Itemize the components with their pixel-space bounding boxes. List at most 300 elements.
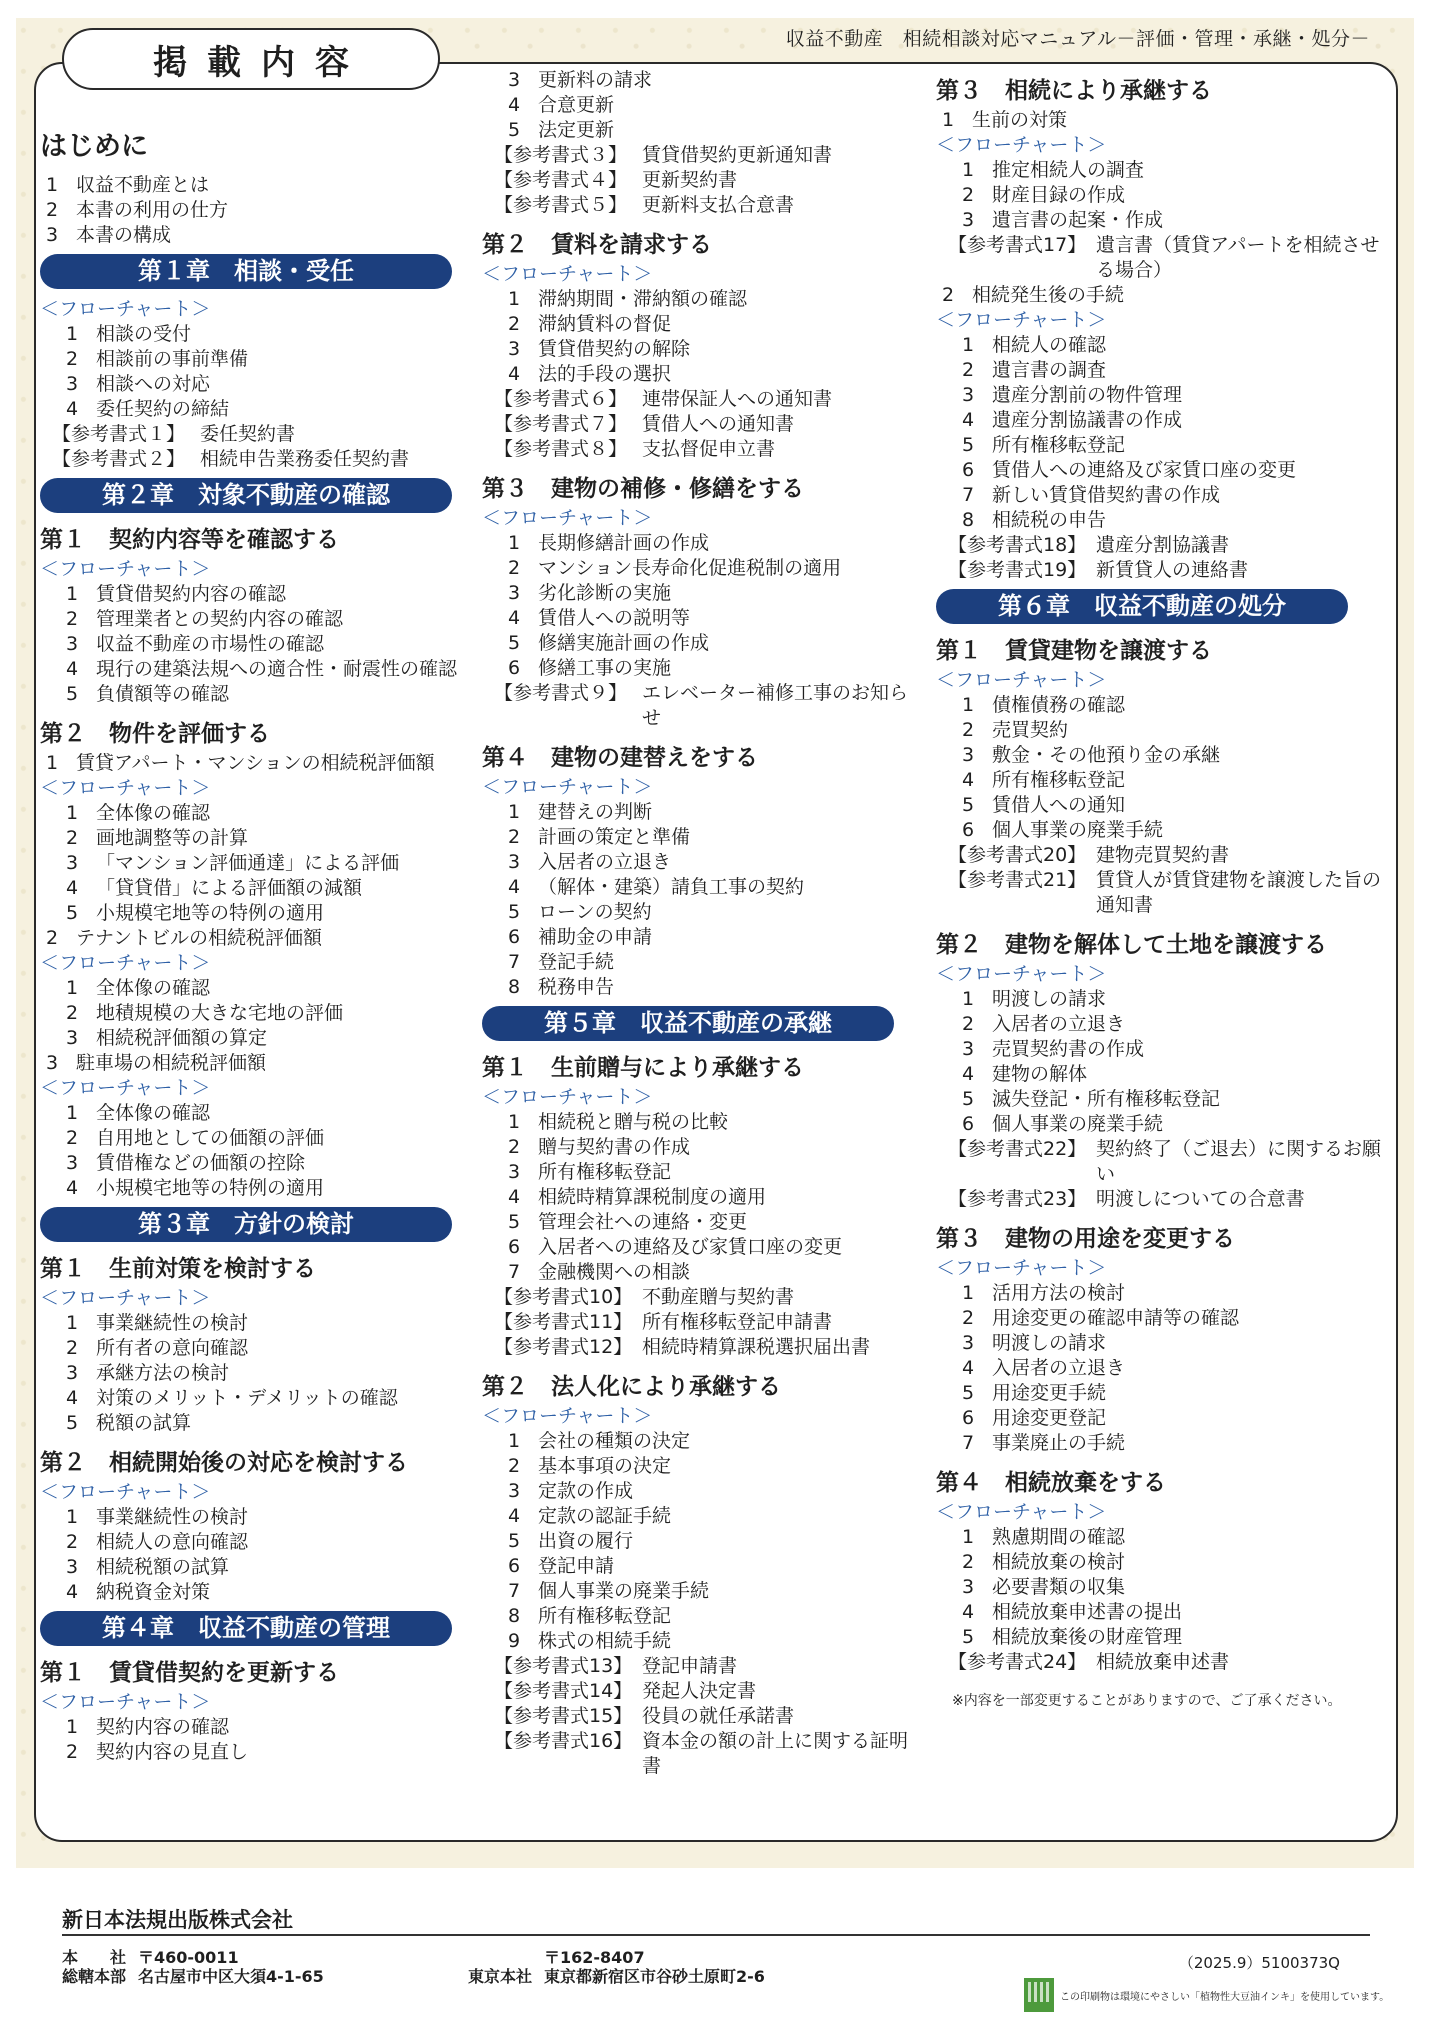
item-text: 賃貸アパート・マンションの相続税評価額 [76, 752, 435, 774]
toc-item [40, 632, 460, 657]
item-text: 明渡しの請求 [992, 988, 1107, 1010]
toc-item [936, 768, 1386, 793]
toc-item [482, 118, 922, 143]
item-text: 全体像の確認 [96, 1102, 211, 1124]
item-text: 管理会社への連絡・変更 [538, 1211, 748, 1233]
reference-form [936, 1650, 1386, 1675]
item-number: 2 [508, 1455, 521, 1477]
toc-item [936, 818, 1386, 843]
toc-item [40, 1126, 460, 1151]
toc-item [40, 322, 460, 347]
form-title: 新賃貸人の連絡書 [1096, 559, 1249, 581]
item-number: 1 [962, 159, 975, 181]
item-number: 4 [508, 876, 521, 898]
reference-form [40, 422, 460, 447]
item-number: 3 [962, 1038, 975, 1060]
toc-item [482, 68, 922, 93]
chapter-banner: 第６章 収益不動産の処分 [936, 589, 1348, 624]
item-text: 相続人の意向確認 [96, 1531, 249, 1553]
reference-form [482, 1335, 922, 1360]
item-number: 4 [66, 877, 79, 899]
toc-item [482, 656, 922, 681]
item-number: 5 [508, 632, 521, 654]
tokyo-zip: 〒162-8407 [544, 1948, 645, 1967]
flowchart-label: ＜フローチャート＞ [40, 1287, 211, 1309]
toc-item [40, 901, 460, 926]
item-number: 3 [46, 1052, 59, 1074]
toc-item [482, 606, 922, 631]
toc-item [482, 1504, 922, 1529]
hq-label-2: 総轄本部 [62, 1967, 127, 1986]
eco-notice [1024, 1978, 1389, 2012]
item-text: 入居者の立退き [538, 851, 672, 873]
toc-item [936, 693, 1386, 718]
item-number: 2 [508, 826, 521, 848]
item-number: 4 [508, 363, 521, 385]
item-text: 相続税額の試算 [96, 1556, 230, 1578]
item-text: 賃貸借契約内容の確認 [96, 583, 287, 605]
form-title: 不動産贈与契約書 [642, 1286, 795, 1308]
item-number: 3 [66, 633, 79, 655]
toc-item [40, 582, 460, 607]
form-label: 【参考書式11】 [494, 1311, 633, 1333]
item-text: 修繕実施計画の作成 [538, 632, 710, 654]
form-title: 発起人決定書 [642, 1680, 757, 1702]
item-text: 相続税と贈与税の比較 [538, 1111, 729, 1133]
item-text: 現行の建築法規への適合性・耐震性の確認 [96, 658, 458, 680]
toc-item [482, 1429, 922, 1454]
item-text: 「マンション評価通達」による評価 [96, 852, 400, 874]
item-number: 1 [46, 752, 59, 774]
item-text: 推定相続人の調査 [992, 159, 1145, 181]
item-text: 明渡しの請求 [992, 1332, 1107, 1354]
toc-item [40, 223, 460, 248]
toc-item [936, 1037, 1386, 1062]
item-text: 相談前の事前準備 [96, 348, 249, 370]
item-text: 登記手続 [538, 951, 615, 973]
item-number: 3 [66, 373, 79, 395]
toc-item [40, 1411, 460, 1436]
item-number: 3 [962, 209, 975, 231]
toc-item [40, 1386, 460, 1411]
item-number: 3 [508, 1480, 521, 1502]
hq-zip: 〒460-0011 [138, 1948, 239, 1967]
item-number: 4 [962, 1601, 975, 1623]
eco-text: この印刷物は環境にやさしい「植物性大豆油インキ」を使用しています。 [1060, 1991, 1390, 2003]
form-title: 契約終了（ご退去）に関するお願い [1096, 1138, 1382, 1185]
footer-divider [62, 1934, 1370, 1936]
item-number: 1 [66, 977, 79, 999]
section-heading: 第２ 法人化により承継する [482, 1374, 781, 1400]
form-title: 資本金の額の計上に関する証明書 [642, 1730, 909, 1777]
item-text: 補助金の申請 [538, 926, 653, 948]
toc-item [936, 283, 1386, 308]
reference-form [482, 1679, 922, 1704]
item-text: 計画の策定と準備 [538, 826, 691, 848]
form-title: 更新料支払合意書 [642, 194, 795, 216]
item-number: 7 [508, 1580, 521, 1602]
form-label: 【参考書式13】 [494, 1655, 633, 1677]
toc-item [40, 1555, 460, 1580]
item-text: 贈与契約書の作成 [538, 1136, 691, 1158]
form-label: 【参考書式６】 [494, 388, 628, 410]
flowchart-label: ＜フローチャート＞ [482, 1405, 653, 1427]
item-text: 納税資金対策 [96, 1581, 211, 1603]
item-text: 個人事業の廃業手続 [992, 1113, 1164, 1135]
item-number: 2 [508, 1136, 521, 1158]
item-text: 個人事業の廃業手続 [538, 1580, 710, 1602]
item-text: 税務申告 [538, 976, 615, 998]
toc-item [936, 358, 1386, 383]
toc-item [482, 1210, 922, 1235]
item-text: 相続税評価額の算定 [96, 1027, 268, 1049]
item-text: 入居者の立退き [992, 1357, 1126, 1379]
notice-text: ※内容を一部変更することがありますので、ご了承ください。 [952, 1693, 1342, 1709]
item-number: 2 [962, 719, 975, 741]
item-number: 1 [66, 802, 79, 824]
toc-item [936, 1062, 1386, 1087]
item-text: 用途変更登記 [992, 1407, 1107, 1429]
item-number: 5 [508, 119, 521, 141]
item-number: 2 [66, 1337, 79, 1359]
form-title: 相続申告業務委任契約書 [200, 448, 410, 470]
item-number: 1 [962, 334, 975, 356]
toc-item [482, 631, 922, 656]
toc-item [482, 531, 922, 556]
toc-item [936, 383, 1386, 408]
toc-item [40, 372, 460, 397]
item-text: 相続発生後の手続 [972, 284, 1125, 306]
item-number: 2 [962, 1551, 975, 1573]
form-title: 遺言書（賃貸アパートを相続させる場合） [1096, 234, 1380, 281]
item-text: 基本事項の決定 [538, 1455, 672, 1477]
item-text: 賃借人への説明等 [538, 607, 691, 629]
form-title: 委任契約書 [200, 423, 296, 445]
toc-item [40, 1176, 460, 1201]
item-text: 敷金・その他預り金の承継 [992, 744, 1221, 766]
flowchart-label: ＜フローチャート＞ [40, 952, 211, 974]
flowchart-label: ＜フローチャート＞ [482, 1086, 653, 1108]
item-number: 2 [962, 1307, 975, 1329]
item-number: 4 [962, 769, 975, 791]
item-number: 5 [962, 1382, 975, 1404]
item-text: 定款の認証手続 [538, 1505, 672, 1527]
item-text: ローンの契約 [538, 901, 652, 923]
item-number: 1 [66, 1312, 79, 1334]
reference-form [482, 1310, 922, 1335]
item-number: 3 [508, 851, 521, 873]
item-number: 4 [508, 607, 521, 629]
toc-item [936, 408, 1386, 433]
toc-item [482, 312, 922, 337]
form-title: 支払督促申立書 [642, 438, 776, 460]
item-number: 4 [962, 409, 975, 431]
toc-item [40, 1715, 460, 1740]
item-number: 2 [962, 359, 975, 381]
flowchart-label: ＜フローチャート＞ [936, 1501, 1107, 1523]
reference-form [482, 193, 922, 218]
chapter-banner: 第４章 収益不動産の管理 [40, 1611, 452, 1646]
intro-heading: はじめに [40, 131, 148, 162]
reference-form [936, 533, 1386, 558]
item-number: 3 [962, 1576, 975, 1598]
reference-form [936, 233, 1386, 283]
form-label: 【参考書式２】 [52, 448, 186, 470]
section-heading: 第２ 建物を解体して土地を譲渡する [936, 932, 1327, 958]
section-heading: 第１ 賃貸建物を譲渡する [936, 638, 1212, 664]
item-number: 2 [66, 1741, 79, 1763]
item-number: 3 [66, 852, 79, 874]
toc-item [936, 1525, 1386, 1550]
section-heading: 第３ 相続により承継する [936, 78, 1212, 104]
item-text: 相続人の確認 [992, 334, 1107, 356]
item-text: 画地調整等の計算 [96, 827, 249, 849]
item-number: 4 [66, 1387, 79, 1409]
toc-item [936, 108, 1386, 133]
item-number: 6 [508, 1236, 521, 1258]
item-text: 財産目録の作成 [992, 184, 1126, 206]
toc-item [482, 1554, 922, 1579]
reference-form [482, 387, 922, 412]
item-number: 1 [508, 532, 521, 554]
item-text: 契約内容の見直し [96, 1741, 249, 1763]
item-number: 3 [66, 1556, 79, 1578]
item-text: （解体・建築）請負工事の契約 [538, 876, 805, 898]
toc-item [936, 743, 1386, 768]
item-text: 出資の履行 [538, 1530, 634, 1552]
toc-item [936, 158, 1386, 183]
item-number: 3 [508, 69, 521, 91]
item-text: マンション長寿命化促進税制の適用 [538, 557, 842, 579]
toc-item [482, 1579, 922, 1604]
item-number: 6 [508, 1555, 521, 1577]
toc-item [482, 1235, 922, 1260]
reference-form [482, 1704, 922, 1729]
chapter-banner: 第３章 方針の検討 [40, 1207, 452, 1242]
form-label: 【参考書式18】 [948, 534, 1087, 556]
toc-item [482, 900, 922, 925]
item-text: 合意更新 [538, 94, 615, 116]
toc-item [936, 1112, 1386, 1137]
flowchart-label: ＜フローチャート＞ [40, 1077, 211, 1099]
item-text: 相続時精算課税制度の適用 [538, 1186, 767, 1208]
toc-item [40, 1361, 460, 1386]
toc-item [40, 1311, 460, 1336]
form-label: 【参考書式14】 [494, 1680, 633, 1702]
item-text: 賃借人への連絡及び家賃口座の変更 [992, 459, 1297, 481]
toc-item [40, 347, 460, 372]
toc-item [482, 287, 922, 312]
item-number: 4 [962, 1063, 975, 1085]
item-number: 3 [508, 582, 521, 604]
item-text: 駐車場の相続税評価額 [76, 1052, 267, 1074]
toc-item [482, 1479, 922, 1504]
toc-item [40, 1101, 460, 1126]
item-text: 全体像の確認 [96, 977, 211, 999]
item-text: 債権債務の確認 [992, 694, 1126, 716]
form-label: 【参考書式24】 [948, 1651, 1087, 1673]
item-text: 遺産分割前の物件管理 [992, 384, 1183, 406]
flowchart-label: ＜フローチャート＞ [40, 777, 211, 799]
toc-item [936, 793, 1386, 818]
item-number: 6 [508, 926, 521, 948]
toc-item [936, 1331, 1386, 1356]
section-heading: 第３ 建物の用途を変更する [936, 1226, 1235, 1252]
item-text: 法定更新 [538, 119, 615, 141]
item-text: 本書の利用の仕方 [76, 199, 229, 221]
form-title: 所有権移転登記申請書 [642, 1311, 833, 1333]
toc-item [40, 1051, 460, 1076]
toc-item [482, 1454, 922, 1479]
toc-item [936, 1087, 1386, 1112]
toc-item [40, 397, 460, 422]
item-text: 会社の種類の決定 [538, 1430, 691, 1452]
item-text: 遺言書の調査 [992, 359, 1107, 381]
form-label: 【参考書式19】 [948, 559, 1087, 581]
toc-item [40, 926, 460, 951]
item-text: 売買契約書の作成 [992, 1038, 1145, 1060]
item-number: 2 [46, 199, 59, 221]
item-text: 熟慮期間の確認 [992, 1526, 1126, 1548]
form-label: 【参考書式８】 [494, 438, 628, 460]
tokyo-address: 東京都新宿区市谷砂土原町2-6 [544, 1967, 765, 1986]
toc-item [40, 607, 460, 632]
item-number: 2 [66, 1002, 79, 1024]
item-text: 滞納賃料の督促 [538, 313, 672, 335]
item-number: 4 [508, 94, 521, 116]
item-text: 滞納期間・滞納額の確認 [538, 288, 748, 310]
flowchart-label: ＜フローチャート＞ [482, 776, 653, 798]
item-text: 所有権移転登記 [538, 1605, 672, 1627]
item-number: 2 [66, 348, 79, 370]
item-text: 事業継続性の検討 [96, 1506, 249, 1528]
item-number: 1 [508, 288, 521, 310]
toc-item [40, 751, 460, 776]
flowchart-label: ＜フローチャート＞ [40, 298, 211, 320]
toc-item [40, 826, 460, 851]
reference-form [936, 1137, 1386, 1187]
item-text: 負債額等の確認 [96, 683, 230, 705]
item-number: 8 [508, 1605, 521, 1627]
section-heading: 第１ 賃貸借契約を更新する [40, 1660, 339, 1686]
item-number: 5 [962, 1088, 975, 1110]
toc-item [936, 1600, 1386, 1625]
toc-item [936, 987, 1386, 1012]
item-text: 生前の対策 [972, 109, 1068, 131]
flowchart-label: ＜フローチャート＞ [40, 1691, 211, 1713]
item-number: 4 [66, 658, 79, 680]
toc-item [482, 800, 922, 825]
form-label: 【参考書式10】 [494, 1286, 633, 1308]
toc-item [40, 657, 460, 682]
contents-title: 掲載内容 [62, 28, 440, 90]
toc-item [936, 508, 1386, 533]
form-label: 【参考書式22】 [948, 1138, 1087, 1160]
toc-item [482, 1260, 922, 1285]
eco-ink-icon [1024, 1978, 1054, 2012]
item-number: 1 [66, 1716, 79, 1738]
book-title: 収益不動産 相続相談対応マニュアル－評価・管理・承継・処分－ [785, 28, 1370, 50]
item-text: 劣化診断の実施 [538, 582, 672, 604]
tokyo-office-address [468, 1948, 765, 1986]
toc-item [40, 1001, 460, 1026]
item-number: 1 [508, 1430, 521, 1452]
toc-item [482, 362, 922, 387]
form-title: エレベーター補修工事のお知らせ [642, 682, 909, 729]
form-title: 賃貸借契約更新通知書 [642, 144, 833, 166]
item-number: 4 [66, 1581, 79, 1603]
item-number: 2 [508, 313, 521, 335]
toc-item [936, 1406, 1386, 1431]
toc-item [936, 208, 1386, 233]
reference-form [936, 868, 1386, 918]
item-text: 対策のメリット・デメリットの確認 [96, 1387, 398, 1409]
item-number: 2 [962, 1013, 975, 1035]
item-number: 5 [962, 794, 975, 816]
form-title: 建物売買契約書 [1096, 844, 1230, 866]
item-number: 2 [66, 608, 79, 630]
item-number: 5 [66, 902, 79, 924]
hq-label: 本 社 [62, 1948, 127, 1967]
toc-item [482, 975, 922, 1000]
item-number: 2 [46, 927, 59, 949]
item-text: 長期修繕計画の作成 [538, 532, 710, 554]
item-number: 1 [962, 988, 975, 1010]
item-number: 1 [942, 109, 955, 131]
item-text: 所有権移転登記 [992, 434, 1126, 456]
form-label: 【参考書式５】 [494, 194, 628, 216]
reference-form [482, 681, 922, 731]
item-text: 事業廃止の手続 [992, 1432, 1126, 1454]
item-number: 3 [962, 1332, 975, 1354]
item-number: 2 [942, 284, 955, 306]
item-number: 8 [508, 976, 521, 998]
reference-form [40, 447, 460, 472]
item-text: 相続放棄の検討 [992, 1551, 1126, 1573]
item-text: 活用方法の検討 [992, 1282, 1126, 1304]
toc-item [482, 1110, 922, 1135]
item-number: 4 [508, 1186, 521, 1208]
item-text: 相続放棄申述書の提出 [992, 1601, 1183, 1623]
item-text: 更新料の請求 [538, 69, 653, 91]
item-number: 1 [962, 1282, 975, 1304]
toc-item [482, 950, 922, 975]
form-title: 役員の就任承諾書 [642, 1705, 795, 1727]
item-number: 4 [66, 1177, 79, 1199]
toc-item [936, 1306, 1386, 1331]
item-text: 収益不動産の市場性の確認 [96, 633, 325, 655]
item-number: 6 [962, 1113, 975, 1135]
item-text: 所有権移転登記 [992, 769, 1126, 791]
item-text: 入居者の立退き [992, 1013, 1126, 1035]
contents-column-1 [40, 132, 460, 1765]
item-number: 6 [962, 819, 975, 841]
toc-item [936, 1550, 1386, 1575]
toc-item [482, 825, 922, 850]
item-number: 8 [962, 509, 975, 531]
toc-item [482, 556, 922, 581]
flowchart-label: ＜フローチャート＞ [936, 134, 1107, 156]
item-number: 4 [66, 398, 79, 420]
item-text: 管理業者との契約内容の確認 [96, 608, 344, 630]
toc-item [936, 483, 1386, 508]
toc-item [40, 198, 460, 223]
item-number: 5 [66, 1412, 79, 1434]
item-text: 必要書類の収集 [992, 1576, 1126, 1598]
item-text: 承継方法の検討 [96, 1362, 230, 1384]
section-heading: 第２ 物件を評価する [40, 721, 270, 747]
item-number: 1 [66, 583, 79, 605]
